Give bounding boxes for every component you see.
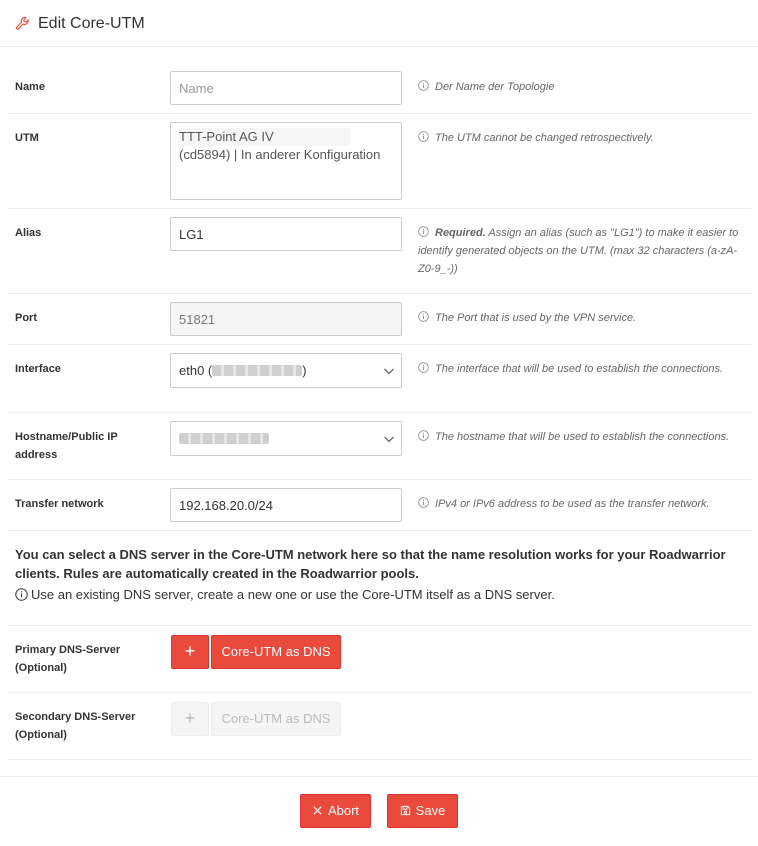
secondary-dns-label: Secondary DNS-Server (Optional) [15,711,136,741]
interface-ip-redacted [212,365,302,376]
port-input[interactable] [170,302,402,336]
wrench-icon [15,16,30,31]
utm-help: The UTM cannot be changed retrospectively. [418,129,743,147]
interface-select[interactable] [170,353,402,388]
name-input[interactable] [170,71,402,105]
info-icon [418,362,429,373]
port-help: The Port that is used by the VPN service. [418,309,743,327]
info-icon [418,311,429,322]
info-icon [418,80,429,91]
name-label: Name [15,81,45,93]
transfer-input[interactable] [170,488,402,522]
name-help: Der Name der Topologie [418,78,743,96]
interface-value-prefix: eth0 ( [179,363,213,378]
secondary-dns-add-button[interactable] [171,702,209,736]
row-port [8,294,751,345]
info-icon [418,226,429,237]
interface-value-suffix: ) [302,363,307,378]
utm-textarea[interactable] [170,122,402,200]
abort-button[interactable] [300,794,371,828]
page-title: Edit Core-UTM [38,15,145,32]
plus-icon: + [184,708,196,728]
row-alias [8,209,751,294]
interface-help: The interface that will be used to establish the connections. [418,360,743,378]
info-icon [418,497,429,508]
dns-info [15,545,743,604]
row-utm [8,114,751,209]
info-icon [418,430,429,441]
primary-dns-add-button[interactable] [171,635,209,669]
page-header [0,0,758,47]
hostname-label: Hostname/Public IP address [15,431,118,461]
chevron-down-icon [383,433,395,445]
save-label: Save [415,803,446,818]
utm-label: UTM [15,132,39,144]
alias-help: Required. Assign an alias (such as "LG1") to make it easier to identify generated objects on the UTM. (max 32 characters (a-zA-Z0-9_-)) [418,227,739,275]
row-interface [8,345,751,413]
abort-label: Abort [327,803,360,818]
secondary-core-utm-dns-button[interactable]: Core-UTM as DNS [211,702,341,736]
interface-label: Interface [15,363,61,375]
row-transfer [8,480,751,531]
utm-line2: (cd5894) | In anderer Konfiguration [179,147,381,162]
hostname-help: The hostname that will be used to establish the connections. [418,428,743,446]
info-icon [15,588,28,601]
floppy-disk-icon [400,805,411,816]
row-hostname [8,413,751,480]
primary-dns-label: Primary DNS-Server (Optional) [15,644,121,674]
plus-icon: + [184,641,196,661]
alias-help-required: Required. [435,227,486,239]
row-secondary-dns [8,693,751,760]
row-primary-dns [8,626,751,693]
close-icon [312,805,323,816]
alias-input[interactable] [170,217,402,251]
form-footer [0,776,758,846]
alias-label: Alias [15,227,42,239]
row-name [8,63,751,114]
dns-intro: You can select a DNS server in the Core-UTM network here so that the name resolution works for your Roadwarrior clients. Rules are automatically created in the Roadwarrior pools. [15,547,726,581]
hostname-redacted [179,433,269,444]
primary-core-utm-dns-button[interactable]: Core-UTM as DNS [211,635,341,669]
transfer-help: IPv4 or IPv6 address to be used as the transfer network. [418,495,743,513]
utm-line1: TTT-Point AG IV [178,128,350,146]
info-icon [418,131,429,142]
chevron-down-icon [383,365,395,377]
port-label: Port [15,312,37,324]
transfer-label: Transfer network [15,498,104,510]
hostname-select[interactable] [170,421,402,456]
dns-note: Use an existing DNS server, create a new one or use the Core-UTM itself as a DNS server. [15,585,743,604]
save-button[interactable] [387,794,458,828]
